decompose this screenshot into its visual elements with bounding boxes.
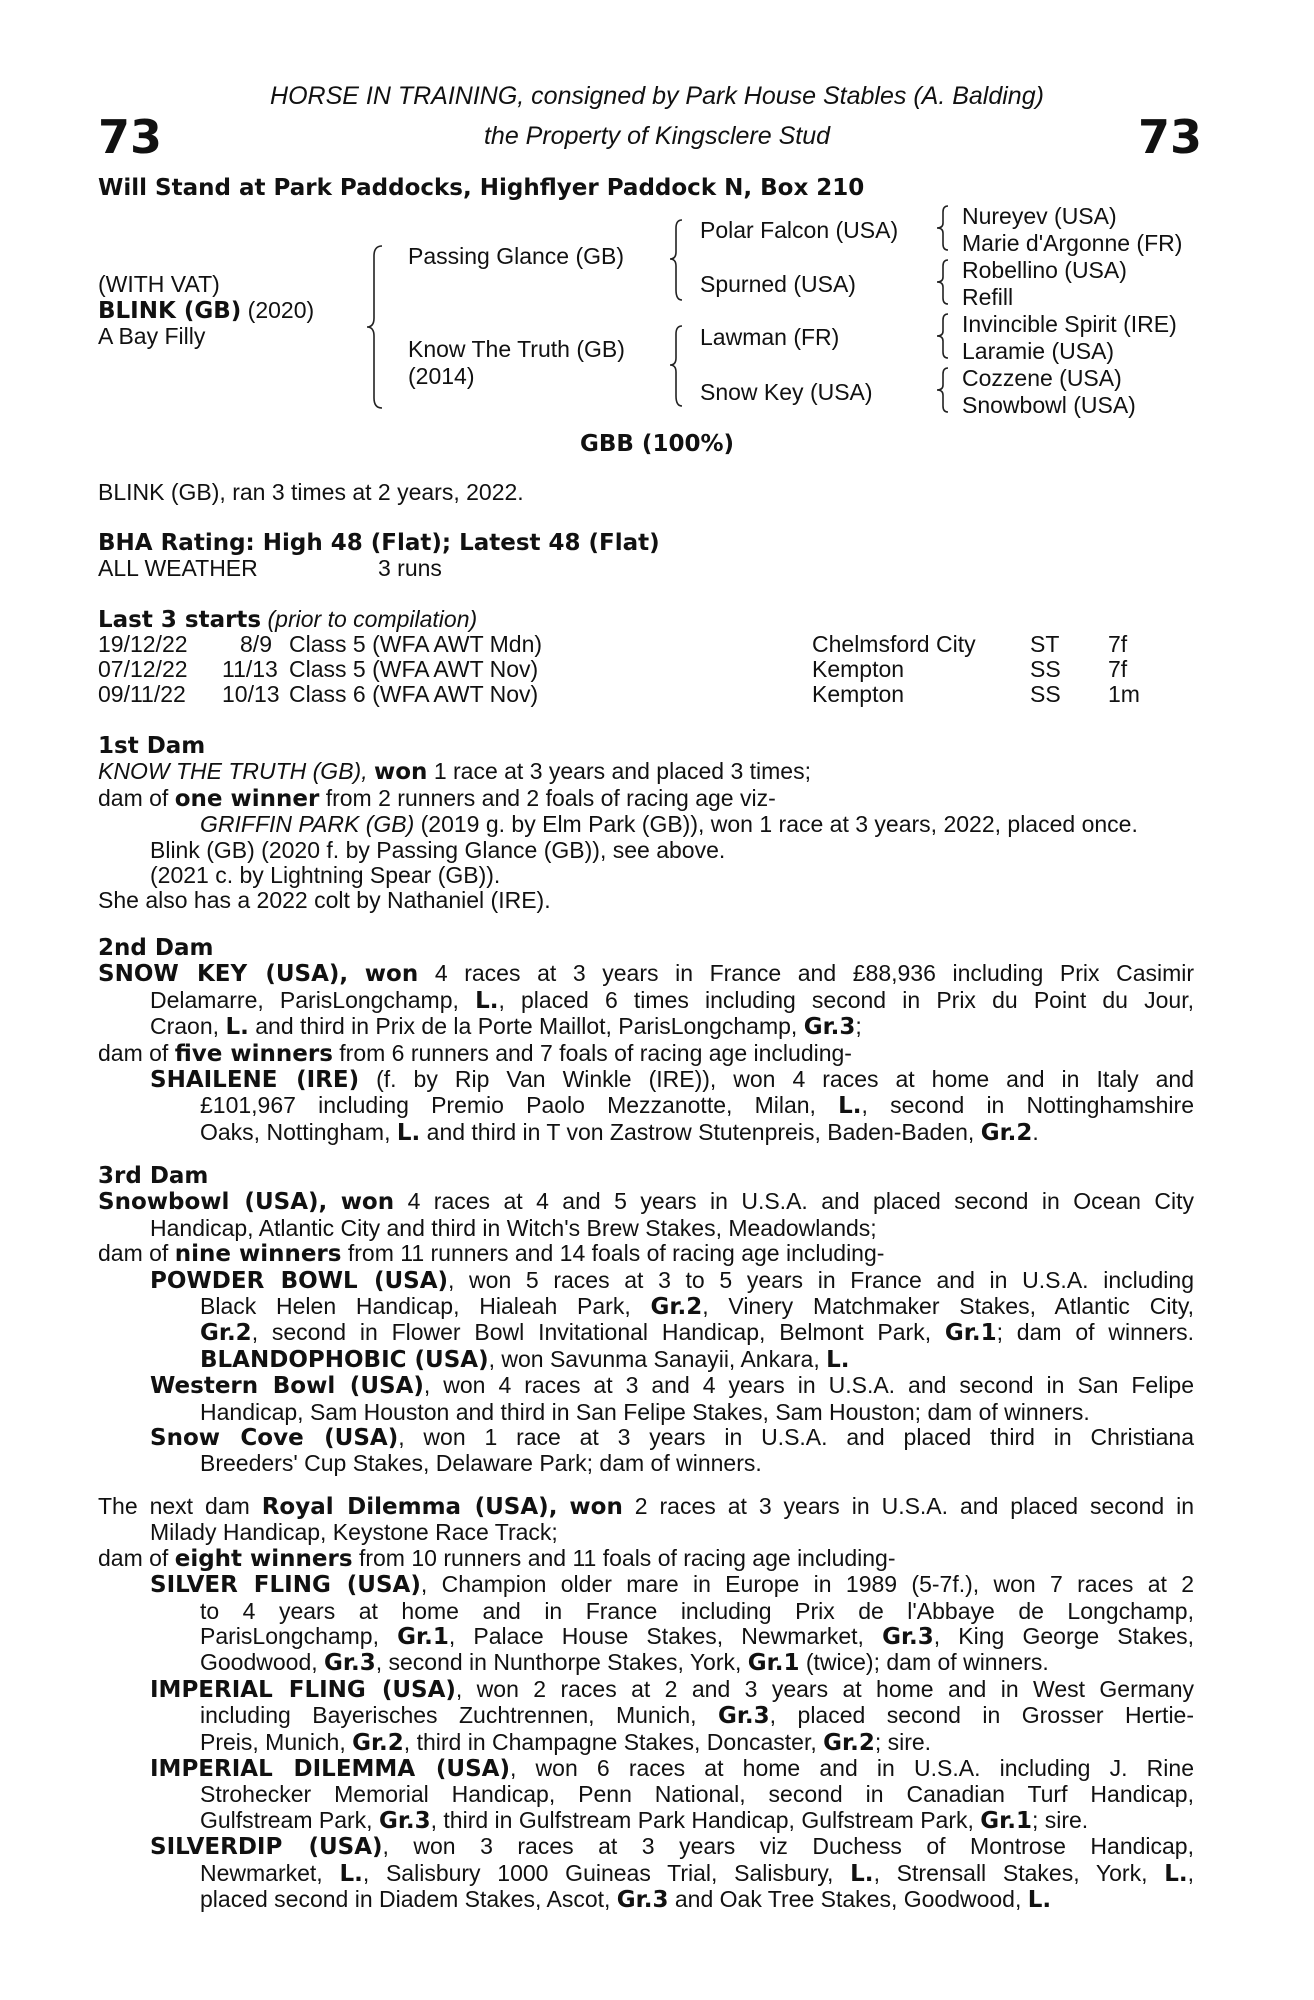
next-dam-section <box>98 1494 1194 1914</box>
winners-count: five winners <box>174 1040 333 1067</box>
won-label: won <box>340 1189 395 1216</box>
race-summary: BLINK (GB), ran 3 times at 2 years, 2022. <box>98 479 524 505</box>
text: from 10 runners and 11 foals of racing age including- <box>358 1544 896 1571</box>
produce-name: SHAILENE (IRE) <box>150 1067 360 1094</box>
grade: L. <box>826 1346 850 1373</box>
text: ; sire. <box>874 1728 932 1755</box>
produce-name: BLANDOPHOBIC (USA) <box>200 1346 489 1373</box>
won-label: won <box>373 759 428 786</box>
produce-line <box>150 1425 1194 1451</box>
text: ParisLongchamp, <box>200 1623 379 1650</box>
text: and third in T von Zastrow Stutenpreis, Baden-Baden, <box>426 1118 975 1145</box>
text: , King George Stakes, <box>933 1623 1195 1650</box>
produce-line: Blink (GB) (2020 f. by Passing Glance (GB)), see above. <box>150 836 726 863</box>
won-label: won <box>364 961 419 988</box>
second-dam-section <box>98 936 1194 1146</box>
produce-line <box>200 1703 1194 1729</box>
pedigree-brace-gen3-3 <box>934 312 952 360</box>
grade: L. <box>339 1860 363 1887</box>
text: , third in Champagne Stakes, Doncaster, <box>403 1728 817 1755</box>
text: including Bayerisches Zuchtrennen, Munich, <box>200 1702 697 1729</box>
third-dam-section <box>98 1164 1194 1477</box>
produce-line: Handicap, Sam Houston and third in San Felipe Stakes, Sam Houston; dam of winners. <box>200 1398 1090 1425</box>
won-label: won <box>569 1494 623 1520</box>
horse-year: (2020) <box>247 297 315 323</box>
start-race: Class 5 (WFA AWT Mdn) <box>289 631 543 657</box>
grade: L. <box>838 1093 862 1120</box>
grade: Gr.1 <box>747 1650 800 1677</box>
last-starts-title: Last 3 starts <box>98 607 262 633</box>
start-date: 07/12/22 <box>98 656 188 682</box>
gen3-ancestor: Refill <box>962 284 1014 310</box>
text: , won 6 races at home and in U.S.A. including J. Rine <box>509 1755 1194 1782</box>
pedigree-brace-dam <box>666 324 686 408</box>
produce-name: SILVERDIP (USA) <box>150 1834 383 1861</box>
dam-line <box>98 1494 1194 1520</box>
text: Black Helen Handicap, Hialeah Park, <box>200 1293 631 1320</box>
text: ; dam of winners. <box>996 1319 1194 1346</box>
start-course: Kempton <box>812 681 905 707</box>
consignor-line: HORSE IN TRAINING, consigned by Park House Stables (A. Balding) <box>270 82 1044 110</box>
text: from 6 runners and 7 foals of racing age including- <box>339 1039 852 1066</box>
produce-name: IMPERIAL FLING (USA) <box>150 1676 456 1703</box>
produce-line <box>200 1093 1194 1119</box>
text: , Palace House Stakes, Newmarket, <box>448 1623 864 1650</box>
start-distance: 1m <box>1108 681 1140 707</box>
text: , won 3 races at 3 years viz Duchess of Montrose Handicap, <box>382 1833 1194 1860</box>
text: . <box>1032 1118 1039 1145</box>
grade: Gr.3 <box>324 1650 376 1677</box>
grade: L. <box>396 1119 421 1146</box>
start-going: SS <box>1030 681 1061 707</box>
text: dam of <box>98 1039 169 1066</box>
gen3-ancestor: Nureyev (USA) <box>962 203 1117 229</box>
produce-line <box>150 1756 1194 1782</box>
text: , won 2 races at 2 and 3 years at home and in West Germany <box>455 1675 1194 1702</box>
produce-line <box>200 1808 1194 1834</box>
text: Gulfstream Park, <box>200 1806 373 1833</box>
gen3-ancestor: Invincible Spirit (IRE) <box>962 311 1177 337</box>
text: Delamarre, ParisLongchamp, <box>150 986 459 1013</box>
produce-line <box>150 1268 1194 1294</box>
produce-name: GRIFFIN PARK (GB) <box>200 811 415 838</box>
bha-rating: BHA Rating: High 48 (Flat); Latest 48 (Flat) <box>98 530 660 556</box>
produce-line <box>200 1624 1194 1650</box>
pedigree-brace-gen3-2 <box>934 258 952 306</box>
produce-line <box>200 1120 1194 1146</box>
produce-line <box>200 812 1194 837</box>
produce-name: Western Bowl (USA) <box>150 1373 424 1400</box>
gen3-ancestor: Robellino (USA) <box>962 257 1127 283</box>
dam-line <box>98 786 1194 812</box>
grade: Gr.2 <box>650 1294 703 1321</box>
grade: L. <box>850 1860 874 1887</box>
start-position: 8/9 <box>240 631 272 657</box>
produce-name: IMPERIAL DILEMMA (USA) <box>150 1756 510 1783</box>
breeding-code: GBB (100%) <box>579 431 735 457</box>
dam-line <box>98 961 1194 987</box>
text: dam of <box>98 1544 169 1571</box>
first-dam-section <box>98 734 1194 914</box>
text: , <box>1187 1859 1195 1886</box>
text: dam of <box>98 784 169 811</box>
grade: L. <box>225 1014 249 1041</box>
text: and Oak Tree Stakes, Goodwood, <box>674 1886 1022 1913</box>
produce-name: POWDER BOWL (USA) <box>150 1267 449 1294</box>
produce-line <box>200 1730 1194 1756</box>
text: , Strensall Stakes, York, <box>873 1859 1148 1886</box>
text: Newmarket, <box>200 1859 323 1886</box>
surface-runs: 3 runs <box>378 555 442 581</box>
text: , second in Flower Bowl Invitational Handicap, Belmont Park, <box>251 1319 932 1346</box>
surface-label: ALL WEATHER <box>98 555 258 581</box>
text: 4 races at 4 and 5 years in U.S.A. and placed second in Ocean City <box>407 1188 1194 1215</box>
text: from 11 runners and 14 foals of racing age including- <box>347 1240 885 1267</box>
text: (2019 g. by Elm Park (GB)), won 1 race at 3 years, 2022, placed once. <box>420 811 1138 838</box>
produce-line <box>150 1373 1194 1399</box>
grade: Gr.1 <box>944 1320 997 1347</box>
produce-line: Breeders' Cup Stakes, Delaware Park; dam of winners. <box>200 1450 762 1477</box>
produce-line <box>200 1650 1194 1676</box>
grade: Gr.2 <box>200 1320 252 1347</box>
dam-name: SNOW KEY (USA), <box>98 961 349 988</box>
text: , Vinery Matchmaker Stakes, Atlantic City, <box>702 1293 1194 1320</box>
text: and third in Prix de la Porte Maillot, ParisLongchamp, <box>255 1013 798 1040</box>
produce-line: (2021 c. by Lightning Spear (GB)). <box>150 862 501 889</box>
text: 1 race at 3 years and placed 3 times; <box>433 758 811 785</box>
dam-dam-name: Snow Key (USA) <box>700 379 873 405</box>
winners-count: nine winners <box>174 1241 342 1268</box>
text: Oaks, Nottingham, <box>200 1118 391 1145</box>
grade: Gr.3 <box>803 1014 856 1041</box>
dam-name: Know The Truth (GB) <box>408 336 625 362</box>
dam-line <box>98 759 1194 785</box>
text: , won 4 races at 3 and 4 years in U.S.A. and second in San Felipe <box>423 1372 1194 1399</box>
property-line: the Property of Kingsclere Stud <box>483 122 831 150</box>
grade: Gr.3 <box>616 1887 669 1914</box>
text: (twice); dam of winners. <box>805 1649 1049 1676</box>
produce-line: Strohecker Memorial Handicap, Penn National, second in Canadian Turf Handicap, <box>200 1781 1194 1808</box>
lot-number-left: 73 <box>98 110 163 164</box>
produce-line <box>150 1677 1194 1703</box>
dam-line <box>98 1041 1194 1067</box>
text: Goodwood, <box>200 1649 318 1676</box>
text: Craon, <box>150 1013 220 1040</box>
sire-sire-name: Polar Falcon (USA) <box>700 217 899 243</box>
winners-count: one winner <box>174 785 320 812</box>
gen3-ancestor: Laramie (USA) <box>962 338 1115 364</box>
start-course: Kempton <box>812 656 905 682</box>
text: dam of <box>98 1240 169 1267</box>
grade: Gr.2 <box>352 1729 404 1756</box>
grade: Gr.1 <box>980 1807 1032 1834</box>
dam-line: She also has a 2022 colt by Nathaniel (IRE). <box>98 887 551 914</box>
dam-line <box>98 1241 1194 1267</box>
gen3-ancestor: Snowbowl (USA) <box>962 392 1136 418</box>
produce-line <box>200 1320 1194 1346</box>
produce-name: SILVER FLING (USA) <box>150 1572 421 1599</box>
text: 4 races at 3 years in France and £88,936 including Prix Casimir <box>434 960 1195 987</box>
grade: Gr.2 <box>823 1729 875 1756</box>
grade: Gr.3 <box>378 1807 431 1834</box>
dam-name: Snowbowl (USA), <box>98 1189 328 1216</box>
produce-name: Snow Cove (USA) <box>150 1425 399 1452</box>
dam-name: KNOW THE TRUTH (GB), <box>98 758 368 785</box>
sire-dam-name: Spurned (USA) <box>700 271 856 297</box>
text: Preis, Munich, <box>200 1728 346 1755</box>
stand-location: Will Stand at Park Paddocks, Highflyer Paddock N, Box 210 <box>98 175 865 201</box>
start-distance: 7f <box>1108 656 1128 682</box>
dam-line: Milady Handicap, Keystone Race Track; <box>150 1519 558 1546</box>
vat-label: (WITH VAT) <box>98 271 220 297</box>
text: 2 races at 3 years in U.S.A. and placed second in <box>634 1493 1195 1519</box>
text: ; <box>855 1013 862 1040</box>
text: , Salisbury 1000 Guineas Trial, Salisbury, <box>362 1859 834 1886</box>
dam-line <box>98 1189 1194 1215</box>
pedigree-brace-gen3-4 <box>934 366 952 414</box>
dam-line <box>150 988 1194 1014</box>
text: , won 1 race at 3 years in U.S.A. and placed third in Christiana <box>398 1424 1194 1451</box>
section-heading: 2nd Dam <box>98 935 214 961</box>
section-heading: 1st Dam <box>98 733 206 759</box>
gen3-ancestor: Cozzene (USA) <box>962 365 1122 391</box>
pedigree-brace-gen3-1 <box>934 204 952 252</box>
text: , Champion older mare in Europe in 1989 (5-7f.), won 7 races at 2 <box>420 1571 1194 1598</box>
text: placed second in Diadem Stakes, Ascot, <box>200 1886 611 1913</box>
text: , second in Nunthorpe Stakes, York, <box>375 1649 742 1676</box>
produce-line <box>200 1347 1194 1373</box>
horse-identity <box>98 298 314 324</box>
produce-line <box>150 1067 1194 1093</box>
dam-sire-name: Lawman (FR) <box>700 324 840 350</box>
produce-line <box>200 1861 1194 1887</box>
grade: L. <box>1164 1860 1188 1887</box>
text: , won Savunma Sanayii, Ankara, <box>488 1345 820 1372</box>
produce-line <box>150 1572 1194 1598</box>
produce-line <box>200 1887 1194 1913</box>
lot-number-right: 73 <box>1137 110 1202 164</box>
last-starts-note: (prior to compilation) <box>267 606 478 632</box>
dam-line <box>98 1546 1194 1572</box>
winners-count: eight winners <box>174 1545 353 1572</box>
grade: L. <box>1027 1887 1052 1914</box>
grade: L. <box>475 987 499 1014</box>
grade: Gr.1 <box>397 1624 449 1651</box>
text: The next dam <box>98 1493 250 1519</box>
horse-description: A Bay Filly <box>98 323 206 349</box>
text: , placed 6 times including second in Prix du Point du Jour, <box>498 986 1194 1013</box>
grade: Gr.3 <box>717 1703 770 1730</box>
start-course: Chelmsford City <box>812 631 976 657</box>
text: from 2 runners and 2 foals of racing age viz- <box>325 784 776 811</box>
start-distance: 7f <box>1108 631 1128 657</box>
sire-name: Passing Glance (GB) <box>408 243 625 269</box>
last-starts-heading <box>98 607 477 633</box>
pedigree-brace-sire <box>666 218 686 302</box>
dam-name: Royal Dilemma (USA), <box>261 1494 558 1520</box>
grade: Gr.3 <box>882 1624 934 1651</box>
text: (f. by Rip Van Winkle (IRE)), won 4 races at home and in Italy and <box>376 1066 1195 1093</box>
produce-line <box>150 1834 1194 1860</box>
start-race: Class 6 (WFA AWT Nov) <box>289 681 539 707</box>
text: , third in Gulfstream Park Handicap, Gulfstream Park, <box>430 1806 974 1833</box>
start-position: 10/13 <box>222 681 280 707</box>
start-race: Class 5 (WFA AWT Nov) <box>289 656 539 682</box>
start-date: 09/11/22 <box>98 681 186 707</box>
produce-line: to 4 years at home and in France including Prix de l'Abbaye de Longchamp, <box>200 1597 1194 1624</box>
text: £101,967 including Premio Paolo Mezzanotte, Milan, <box>200 1092 816 1119</box>
grade: Gr.2 <box>980 1119 1033 1146</box>
start-going: ST <box>1030 631 1060 657</box>
start-date: 19/12/22 <box>98 631 188 657</box>
dam-year: (2014) <box>408 363 475 389</box>
text: , second in Nottinghamshire <box>861 1092 1194 1119</box>
horse-name: BLINK (GB) <box>98 298 242 324</box>
start-position: 11/13 <box>222 656 278 682</box>
pedigree-brace-gen1 <box>364 244 388 410</box>
dam-line: Handicap, Atlantic City and third in Witch's Brew Stakes, Meadowlands; <box>150 1214 877 1241</box>
section-heading: 3rd Dam <box>98 1163 209 1189</box>
dam-line <box>150 1014 1194 1040</box>
start-going: SS <box>1030 656 1061 682</box>
text: , placed second in Grosser Hertie- <box>769 1702 1195 1729</box>
produce-line <box>200 1294 1194 1320</box>
text: , won 5 races at 3 to 5 years in France and in U.S.A. including <box>448 1266 1194 1293</box>
text: ; sire. <box>1031 1806 1089 1833</box>
gen3-ancestor: Marie d'Argonne (FR) <box>962 230 1183 256</box>
